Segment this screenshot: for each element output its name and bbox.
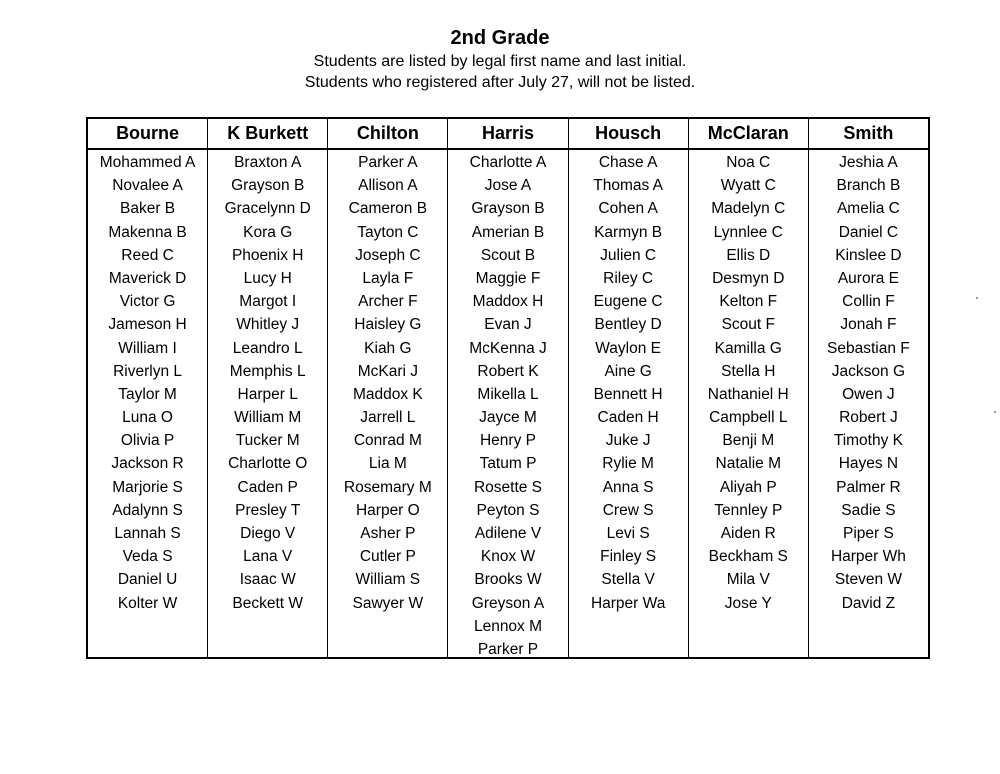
- teacher-name-header: Smith: [809, 119, 928, 150]
- student-name: Aine G: [604, 362, 652, 380]
- teacher-column: [327, 119, 447, 657]
- student-name: Archer F: [358, 293, 418, 311]
- student-name: Ellis D: [726, 246, 771, 264]
- scan-speck: [994, 411, 996, 413]
- student-name: Karmyn B: [594, 223, 663, 241]
- student-name: Adilene V: [474, 525, 542, 542]
- student-name: Caden P: [237, 478, 298, 496]
- student-name: McKenna J: [469, 339, 547, 357]
- student-name: Joseph C: [355, 246, 421, 264]
- student-name: Harper Wh: [830, 548, 906, 566]
- student-name: Timothy K: [833, 432, 904, 450]
- student-name: Chase A: [598, 154, 658, 171]
- student-name: Maverick D: [108, 269, 187, 287]
- student-name: Mikella L: [477, 385, 539, 403]
- student-name: Lynnlee C: [713, 223, 783, 241]
- student-name: Finley S: [600, 548, 657, 566]
- student-name: Kelton F: [719, 293, 778, 311]
- student-name: Anna S: [602, 478, 654, 496]
- student-name: Beckham S: [708, 548, 788, 566]
- student-name: Memphis L: [229, 362, 306, 380]
- student-name: David Z: [841, 594, 896, 612]
- student-name: Robert J: [839, 409, 898, 427]
- teacher-column: [568, 119, 688, 657]
- student-name: Jonah F: [840, 316, 897, 334]
- student-name: Beckett W: [232, 594, 304, 612]
- student-list: [88, 150, 207, 615]
- student-name: Parker A: [358, 154, 418, 171]
- student-name: Maddox K: [352, 385, 423, 403]
- student-list: [689, 150, 808, 615]
- student-name: Juke J: [605, 432, 651, 450]
- student-name: William I: [118, 339, 177, 357]
- student-name: Mohammed A: [99, 154, 196, 171]
- class-roster-table: [86, 117, 930, 659]
- student-name: Kiah G: [364, 339, 412, 357]
- student-name: Jameson H: [108, 316, 187, 334]
- teacher-name-header: Harris: [448, 119, 567, 150]
- student-name: Aurora E: [837, 269, 899, 287]
- student-name: Thomas A: [593, 177, 664, 195]
- student-name: Marjorie S: [112, 478, 183, 496]
- student-name: Hayes N: [838, 455, 899, 473]
- student-name: Tayton C: [357, 223, 419, 241]
- student-name: Peyton S: [476, 501, 540, 519]
- student-name: Branch B: [836, 177, 901, 195]
- student-name: Steven W: [834, 571, 903, 589]
- student-name: Caden H: [597, 409, 659, 427]
- student-name: Jayce M: [479, 409, 537, 427]
- student-name: Cutler P: [359, 548, 416, 566]
- student-name: Jackson R: [111, 455, 184, 473]
- student-name: Stella V: [601, 571, 655, 589]
- student-name: Novalee A: [112, 177, 183, 195]
- student-name: Jose Y: [724, 594, 772, 612]
- student-name: Aliyah P: [719, 478, 777, 496]
- student-name: Daniel U: [117, 571, 178, 589]
- student-name: Charlotte A: [469, 154, 547, 171]
- student-name: Levi S: [606, 525, 650, 542]
- student-name: Cohen A: [598, 200, 658, 218]
- student-name: Lucy H: [243, 269, 292, 287]
- student-name: Makenna B: [108, 223, 187, 241]
- student-name: Henry P: [479, 432, 536, 450]
- student-name: Kamilla G: [714, 339, 782, 357]
- student-name: Nathaniel H: [707, 385, 789, 403]
- teacher-column: [808, 119, 928, 657]
- student-name: Tucker M: [235, 432, 300, 450]
- student-name: Leandro L: [232, 339, 303, 357]
- student-name: Harper Wa: [590, 594, 666, 612]
- student-name: Veda S: [122, 548, 173, 566]
- student-name: Conrad M: [353, 432, 422, 450]
- student-list: [208, 150, 327, 615]
- student-name: Isaac W: [239, 571, 296, 589]
- student-name: Amerian B: [471, 223, 545, 241]
- teacher-name-header: Housch: [569, 119, 688, 150]
- teacher-column: [88, 119, 207, 657]
- student-name: Collin F: [842, 293, 895, 311]
- student-name: Eugene C: [593, 293, 663, 311]
- student-name: Maggie F: [475, 269, 541, 287]
- student-name: Sawyer W: [352, 594, 424, 612]
- student-name: Riverlyn L: [113, 362, 183, 380]
- student-name: Owen J: [842, 385, 895, 403]
- student-list: [328, 150, 447, 615]
- student-name: Daniel C: [838, 223, 899, 241]
- student-name: Robert K: [477, 362, 539, 380]
- student-name: Luna O: [122, 409, 173, 427]
- student-name: Lana V: [243, 548, 293, 566]
- student-name: Rosemary M: [343, 478, 432, 496]
- student-name: Lia M: [368, 455, 407, 473]
- student-name: Jackson G: [831, 362, 906, 380]
- student-name: Reed C: [121, 246, 174, 264]
- student-name: Desmyn D: [712, 269, 785, 287]
- student-list: [809, 150, 928, 615]
- student-name: Maddox H: [472, 293, 544, 311]
- teacher-name-header: McClaran: [689, 119, 808, 150]
- student-name: Cameron B: [348, 200, 428, 218]
- student-name: Parker P: [477, 640, 539, 658]
- student-name: Tennley P: [714, 501, 783, 519]
- student-name: Scout B: [480, 246, 536, 264]
- student-name: Bennett H: [593, 385, 663, 403]
- subtitle-listing-rule: Students are listed by legal first name and last initial.: [313, 53, 687, 70]
- student-name: Campbell L: [709, 409, 788, 427]
- student-name: Harper L: [237, 385, 298, 403]
- student-list: [569, 150, 688, 615]
- student-list: [448, 150, 567, 661]
- teacher-name-header: K Burkett: [208, 119, 327, 150]
- student-name: Crew S: [602, 501, 654, 519]
- student-name: Kinslee D: [835, 246, 902, 264]
- student-name: Baker B: [120, 200, 176, 218]
- student-name: Kora G: [243, 223, 293, 241]
- student-name: William M: [234, 409, 302, 427]
- student-name: Harper O: [355, 501, 420, 519]
- student-name: Adalynn S: [112, 501, 183, 519]
- student-name: Lannah S: [114, 525, 181, 542]
- student-name: Riley C: [603, 269, 654, 287]
- teacher-column: [688, 119, 808, 657]
- student-name: Stella H: [721, 362, 776, 380]
- student-name: Tatum P: [479, 455, 537, 473]
- student-name: Olivia P: [120, 432, 175, 450]
- student-name: Diego V: [240, 525, 296, 542]
- teacher-name-header: Chilton: [328, 119, 447, 150]
- student-name: Margot I: [239, 293, 297, 311]
- student-name: Charlotte O: [228, 455, 308, 473]
- student-name: Layla F: [362, 269, 414, 287]
- student-name: Scout F: [721, 316, 775, 334]
- student-name: Waylon E: [595, 339, 662, 357]
- student-name: Lennox M: [473, 617, 543, 635]
- student-name: Gracelynn D: [224, 200, 311, 218]
- teacher-name-header: Bourne: [88, 119, 207, 150]
- page-title: 2nd Grade: [450, 27, 550, 49]
- student-name: Piper S: [842, 525, 894, 542]
- student-name: Kolter W: [117, 594, 178, 612]
- student-name: Grayson B: [231, 177, 305, 195]
- student-name: Rylie M: [602, 455, 654, 473]
- student-name: Sadie S: [841, 501, 896, 519]
- student-name: Brooks W: [474, 571, 542, 589]
- student-name: Rosette S: [473, 478, 543, 496]
- student-name: Allison A: [358, 177, 418, 195]
- student-name: Phoenix H: [231, 246, 304, 264]
- student-name: Bentley D: [594, 316, 662, 334]
- student-name: Wyatt C: [720, 177, 776, 195]
- scan-speck: [976, 297, 978, 299]
- student-name: Jeshia A: [839, 154, 898, 171]
- student-name: Palmer R: [836, 478, 901, 496]
- student-name: Amelia C: [836, 200, 900, 218]
- student-name: Braxton A: [234, 154, 302, 171]
- student-name: Victor G: [119, 293, 176, 311]
- student-name: Evan J: [484, 316, 532, 334]
- student-name: Jose A: [484, 177, 532, 195]
- student-name: Benji M: [722, 432, 775, 450]
- student-name: Greyson A: [471, 594, 545, 612]
- student-name: Noa C: [726, 154, 771, 171]
- student-name: McKari J: [357, 362, 418, 380]
- student-name: Aiden R: [720, 525, 776, 542]
- teacher-column: [207, 119, 327, 657]
- student-name: Whitley J: [236, 316, 300, 334]
- student-name: Presley T: [235, 501, 301, 519]
- student-name: Natalie M: [715, 455, 781, 473]
- student-name: Mila V: [726, 571, 770, 589]
- subtitle-registration-note: Students who registered after July 27, will not be listed.: [304, 74, 696, 91]
- student-name: Grayson B: [471, 200, 545, 218]
- student-name: William S: [355, 571, 421, 589]
- student-name: Taylor M: [118, 385, 177, 403]
- student-name: Haisley G: [354, 316, 422, 334]
- student-name: Sebastian F: [827, 339, 910, 357]
- student-name: Knox W: [480, 548, 536, 566]
- teacher-column: [447, 119, 567, 657]
- student-name: Asher P: [360, 525, 416, 542]
- student-name: Jarrell L: [360, 409, 416, 427]
- student-name: Madelyn C: [711, 200, 786, 218]
- student-name: Julien C: [600, 246, 657, 264]
